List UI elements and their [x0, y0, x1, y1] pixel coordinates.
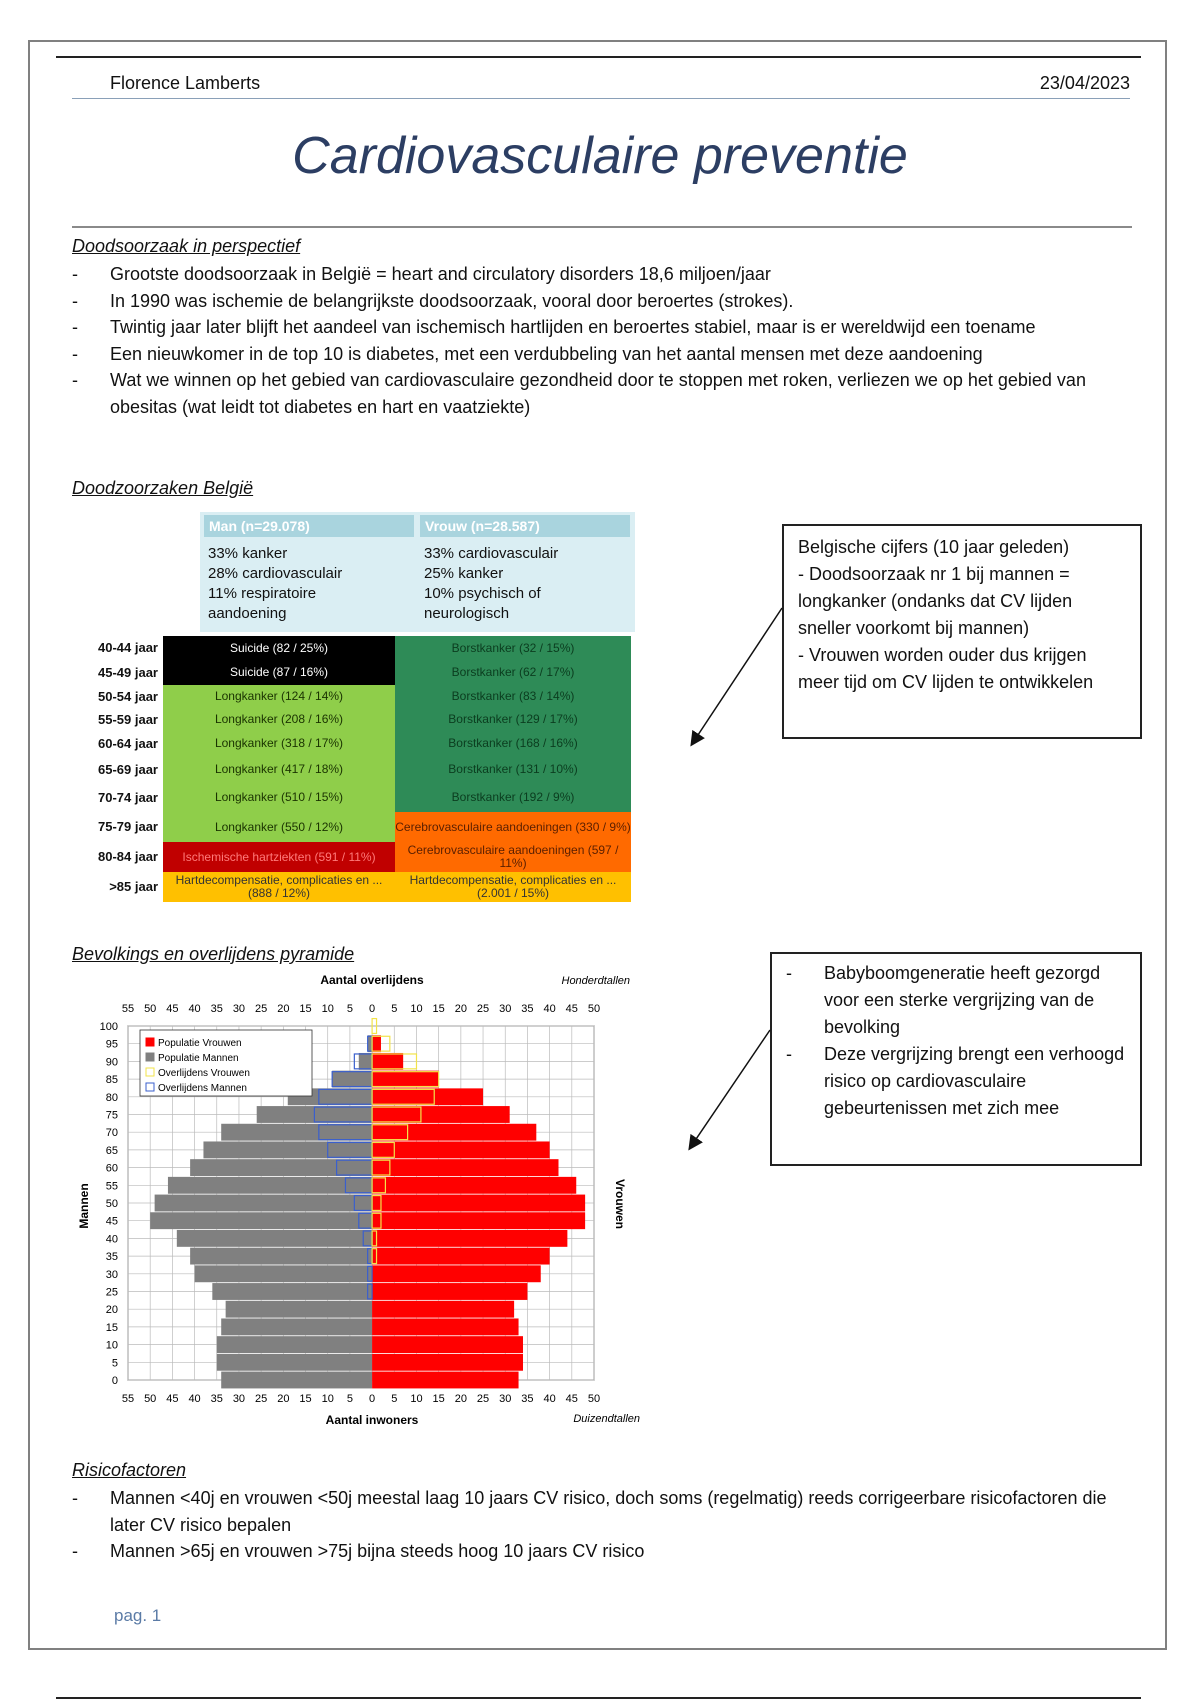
y-tick: 90	[105, 1056, 118, 1069]
section-heading-doodsoorzaak: Doodsoorzaak in perspectief	[72, 236, 301, 256]
x-tick-top: 40	[188, 1003, 201, 1015]
legend-label: Overlijdens Vrouwen	[158, 1068, 250, 1079]
bar-population-women	[372, 1283, 527, 1300]
y-tick: 55	[105, 1180, 118, 1193]
y-tick: 15	[105, 1321, 118, 1334]
x-tick-bottom: 45	[565, 1393, 578, 1405]
legend-swatch	[146, 1038, 154, 1046]
bar-population-women	[372, 1106, 510, 1123]
cell-man: Longkanker (417 / 18%)	[163, 756, 395, 783]
bar-population-women	[372, 1088, 483, 1105]
population-pyramid-chart	[72, 966, 672, 1432]
x-tick-top: 5	[391, 1003, 398, 1015]
bar-population-men	[221, 1124, 372, 1141]
page-number: pag. 1	[114, 1606, 162, 1625]
bullet-item: - Een nieuwkomer in de top 10 is diabetes, met een verdubbeling van het aantal mensen met deze aandoening	[72, 341, 1122, 368]
x-tick-top: 15	[432, 1003, 445, 1015]
x-tick-bottom: 20	[277, 1393, 290, 1405]
x-tick-top: 25	[255, 1003, 268, 1015]
man-summary: 33% kanker 28% cardiovasculair 11% respiratoire aandoening	[208, 545, 343, 622]
bar-population-men	[168, 1177, 372, 1194]
section-heading-pyramide: Bevolkings en overlijdens pyramide	[72, 944, 355, 964]
y-tick: 0	[111, 1375, 118, 1387]
x-tick-bottom: 30	[499, 1393, 512, 1405]
y-tick: 30	[105, 1268, 118, 1281]
x-tick-bottom: 30	[232, 1393, 246, 1405]
bar-population-men	[221, 1318, 372, 1335]
title-divider	[72, 226, 1132, 228]
age-label: 75-79 jaar	[98, 819, 158, 834]
cell-vrouw: Borstkanker (83 / 14%)	[395, 685, 631, 708]
bar-population-women	[372, 1195, 585, 1212]
legend-swatch	[146, 1083, 154, 1091]
y-tick: 25	[105, 1286, 118, 1299]
cell-man: Suicide (82 / 25%)	[163, 636, 395, 660]
x-tick-top: 55	[121, 1003, 135, 1015]
age-label: 55-59 jaar	[98, 711, 158, 727]
bar-population-women	[372, 1071, 439, 1088]
cell-man: Longkanker (124 / 14%)	[163, 685, 395, 708]
x-tick-bottom: 0	[369, 1393, 376, 1405]
y-tick: 70	[105, 1127, 118, 1140]
section-heading-doodzoorzaken: Doodzoorzaken België	[72, 478, 254, 498]
bar-population-men	[332, 1071, 372, 1088]
age-label: 60-64 jaar	[98, 735, 158, 751]
bar-population-women	[372, 1336, 523, 1353]
legend-swatch	[146, 1053, 154, 1061]
x-tick-bottom: 50	[144, 1393, 157, 1405]
bar-population-men	[221, 1372, 372, 1389]
x-tick-top: 45	[166, 1003, 179, 1015]
x-tick-bottom: 10	[410, 1393, 423, 1405]
vrouw-header: Vrouw (n=28.587)	[420, 515, 630, 537]
x-tick-top: 35	[210, 1003, 223, 1015]
bar-population-women	[372, 1265, 541, 1282]
y-tick: 80	[105, 1091, 118, 1104]
top-rule	[56, 56, 1141, 58]
bar-population-women	[372, 1141, 550, 1158]
cause-of-death-table	[72, 508, 672, 918]
x-tick-bottom: 55	[121, 1393, 135, 1405]
x-tick-top: 0	[369, 1003, 376, 1015]
age-label: 80-84 jaar	[98, 849, 158, 864]
bar-population-men	[368, 1035, 372, 1052]
cell-man: Longkanker (550 / 12%)	[163, 812, 395, 842]
bar-population-men	[212, 1283, 372, 1300]
x-tick-top: 5	[346, 1003, 353, 1015]
summary-box	[200, 512, 635, 632]
y-tick: 35	[105, 1251, 118, 1264]
callout-line: - Vrouwen worden ouder dus krijgen meer tijd om CV lijden te ontwikkelen	[798, 645, 1094, 692]
cell-man: Suicide (87 / 16%)	[163, 660, 395, 685]
cell-vrouw: Cerebrovasculaire aandoeningen (330 / 9%)	[395, 812, 631, 842]
header-divider	[72, 98, 1130, 99]
callout-bullet: - Deze vergrijzing brengt een verhoogd risico op cardiovasculaire gebeurtenissen met zich mee	[786, 1041, 1126, 1122]
right-side-label: Vrouwen	[613, 1178, 627, 1230]
y-tick: 40	[105, 1233, 118, 1246]
x-tick-top: 10	[410, 1003, 423, 1015]
x-tick-bottom: 25	[476, 1393, 490, 1405]
bar-population-women	[372, 1212, 585, 1229]
x-tick-bottom: 40	[188, 1393, 201, 1405]
bar-population-women	[372, 1230, 567, 1247]
top-axis-unit: Honderdtallen	[561, 975, 630, 987]
x-tick-bottom: 35	[210, 1393, 223, 1405]
bar-population-men	[359, 1053, 372, 1070]
age-label: 65-69 jaar	[98, 761, 158, 777]
bar-population-women	[372, 1053, 403, 1070]
x-tick-bottom: 5	[391, 1393, 398, 1405]
cell-man: Ischemische hartziekten (591 / 11%)	[163, 842, 395, 872]
legend-swatch	[146, 1068, 154, 1076]
callout-line: Belgische cijfers (10 jaar geleden)	[798, 537, 1070, 557]
bar-population-women	[372, 1124, 536, 1141]
bullet-item: - Wat we winnen op het gebied van cardiovasculaire gezondheid door te stoppen met roken, verliezen we op het gebied van obesitas (wat leidt tot diabetes en hart en vaatziekte)	[72, 367, 1122, 420]
x-tick-top: 50	[587, 1003, 601, 1015]
cell-vrouw: Borstkanker (131 / 10%)	[395, 756, 631, 783]
y-tick: 85	[105, 1074, 118, 1087]
bar-population-men	[217, 1336, 372, 1353]
section1-bullet-list	[72, 261, 1122, 420]
left-side-label: Mannen	[77, 1183, 91, 1229]
bullet-item: - Grootste doodsoorzaak in België = heart and circulatory disorders 18,6 miljoen/jaar	[72, 261, 1122, 288]
callout-line: - Doodsoorzaak nr 1 bij mannen = longkanker (ondanks dat CV lijden sneller voorkomt bij mannen)	[798, 564, 1078, 638]
legend-label: Overlijdens Mannen	[158, 1083, 247, 1094]
bar-population-women	[372, 1248, 550, 1265]
bar-population-women	[372, 1372, 518, 1389]
document-title: Cardiovasculaire preventie	[292, 127, 908, 185]
cell-vrouw: Borstkanker (192 / 9%)	[395, 783, 631, 812]
legend-label: Populatie Mannen	[158, 1053, 239, 1064]
cell-man: Longkanker (510 / 15%)	[163, 783, 395, 812]
bar-population-men	[190, 1248, 372, 1265]
bar-population-men	[217, 1354, 372, 1371]
cell-man: Hartdecompensatie, complicaties en ... (888 / 12%)	[163, 872, 395, 902]
top-axis-label: Aantal overlijdens	[320, 973, 424, 987]
x-tick-top: 15	[299, 1003, 312, 1015]
cell-vrouw: Borstkanker (129 / 17%)	[395, 708, 631, 731]
bar-population-men	[190, 1159, 372, 1176]
x-tick-top: 30	[499, 1003, 512, 1015]
bar-population-women	[372, 1354, 523, 1371]
x-tick-bottom: 20	[454, 1393, 467, 1405]
y-tick: 45	[105, 1215, 118, 1228]
y-tick: 50	[105, 1198, 118, 1210]
y-tick: 100	[99, 1021, 118, 1033]
bullet-item: - In 1990 was ischemie de belangrijkste doodsoorzaak, vooral door beroertes (strokes).	[72, 288, 1122, 315]
x-tick-top: 50	[144, 1003, 157, 1015]
bottom-axis-label: Aantal inwoners	[325, 1413, 419, 1427]
age-label: 50-54 jaar	[98, 688, 158, 704]
man-header: Man (n=29.078)	[204, 515, 414, 537]
bullet-item: - Twintig jaar later blijft het aandeel van ischemisch hartlijden en beroertes stabiel, maar is er wereldwijd een toename	[72, 314, 1122, 341]
y-tick: 10	[105, 1339, 118, 1352]
x-tick-bottom: 15	[299, 1393, 312, 1405]
x-tick-bottom: 35	[521, 1393, 534, 1405]
bar-population-men	[203, 1141, 372, 1158]
bar-population-women	[372, 1035, 381, 1052]
cell-vrouw: Borstkanker (32 / 15%)	[395, 636, 631, 660]
x-tick-bottom: 5	[346, 1393, 353, 1405]
x-tick-bottom: 45	[166, 1393, 179, 1405]
x-tick-bottom: 25	[255, 1393, 268, 1405]
x-tick-bottom: 40	[543, 1393, 556, 1405]
x-tick-bottom: 50	[587, 1393, 601, 1405]
bottom-rule	[56, 1697, 1141, 1699]
x-tick-top: 10	[321, 1003, 334, 1015]
y-tick: 5	[111, 1357, 118, 1370]
age-label: 40-44 jaar	[98, 640, 158, 655]
bar-population-women	[372, 1159, 558, 1176]
x-tick-top: 25	[476, 1003, 490, 1015]
age-label: 70-74 jaar	[98, 789, 158, 805]
bar-population-men	[150, 1212, 372, 1229]
x-tick-top: 35	[521, 1003, 534, 1015]
callout-belgische-cijfers	[782, 524, 1142, 739]
y-tick: 65	[105, 1144, 118, 1157]
callout-babyboom	[770, 952, 1142, 1166]
header-author: Florence Lamberts	[110, 73, 261, 93]
y-tick: 20	[105, 1304, 118, 1317]
header-date: 23/04/2023	[1039, 73, 1130, 93]
bar-population-women	[372, 1177, 576, 1194]
bottom-axis-unit: Duizendtallen	[573, 1413, 640, 1425]
cell-man: Longkanker (318 / 17%)	[163, 731, 395, 756]
bar-population-men	[226, 1301, 372, 1318]
section-heading-risicofactoren: Risicofactoren	[72, 1460, 187, 1480]
section4-bullet-list	[72, 1485, 1122, 1565]
y-tick: 75	[105, 1109, 118, 1122]
bar-population-men	[195, 1265, 373, 1282]
cell-vrouw: Hartdecompensatie, complicaties en ... (2.001 / 15%)	[395, 872, 631, 902]
cell-vrouw: Borstkanker (168 / 16%)	[395, 731, 631, 756]
cell-vrouw: Borstkanker (62 / 17%)	[395, 660, 631, 685]
bar-population-men	[155, 1195, 372, 1212]
age-label: 45-49 jaar	[98, 664, 158, 680]
callout-bullet: - Babyboomgeneratie heeft gezorgd voor een sterke vergrijzing van de bevolking	[786, 960, 1126, 1041]
x-tick-bottom: 15	[432, 1393, 445, 1405]
x-tick-bottom: 10	[321, 1393, 334, 1405]
y-tick: 95	[105, 1038, 118, 1051]
x-tick-top: 30	[232, 1003, 246, 1015]
bar-population-women	[372, 1301, 514, 1318]
y-tick: 60	[105, 1162, 118, 1175]
legend-label: Populatie Vrouwen	[158, 1038, 242, 1049]
cell-vrouw: Cerebrovasculaire aandoeningen (597 / 11%)	[395, 842, 631, 872]
cell-man: Longkanker (208 / 16%)	[163, 708, 395, 731]
bullet-item: - Mannen >65j en vrouwen >75j bijna steeds hoog 10 jaars CV risico	[72, 1538, 1122, 1565]
bar-population-men	[177, 1230, 372, 1247]
x-tick-top: 20	[277, 1003, 290, 1015]
bullet-item: - Mannen <40j en vrouwen <50j meestal laag 10 jaars CV risico, doch soms (regelmatig) reeds corrigeerbare risicofactoren die later CV risico bepalen	[72, 1485, 1122, 1538]
x-tick-top: 20	[454, 1003, 467, 1015]
age-label: >85 jaar	[109, 879, 158, 894]
vrouw-summary: 33% cardiovasculair 25% kanker 10% psychisch of neurologisch	[424, 545, 559, 622]
x-tick-top: 40	[543, 1003, 556, 1015]
x-tick-top: 45	[565, 1003, 578, 1015]
bar-population-women	[372, 1318, 518, 1335]
